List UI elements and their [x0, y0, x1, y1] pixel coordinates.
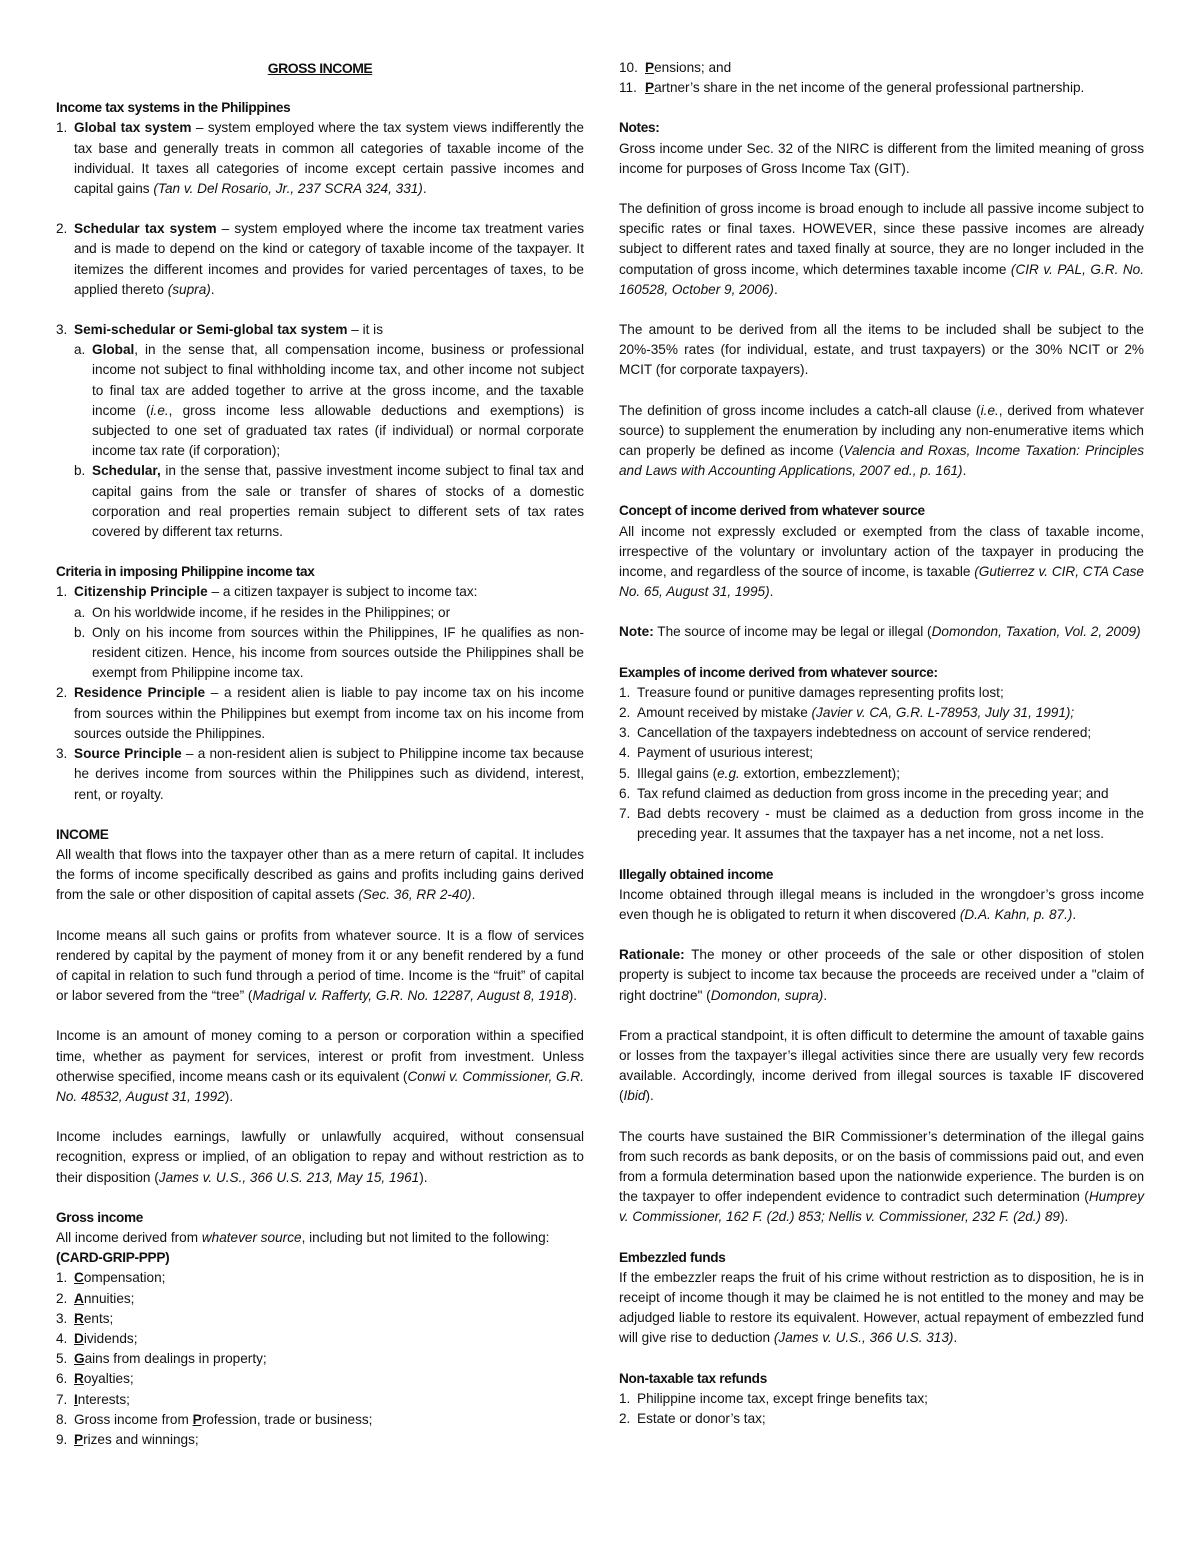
list-item: 3. Rents; [56, 1310, 114, 1326]
list-item: 11. Partner’s share in the net income of the general professional partnership. [619, 80, 1085, 96]
mnemonic: (CARD-GRIP-PPP) [56, 1250, 170, 1266]
concept-heading: Concept of income derived from whatever source [619, 503, 925, 519]
illegal-income-heading: Illegally obtained income [619, 866, 774, 882]
income-heading: INCOME [56, 826, 109, 842]
list-item: b. Schedular, in the sense that, passive investment income subject to final tax and capital gains from the sale or transfer of shares of stocks of a domestic corporation and real properties remain subject to different sets of tax rates covered by different tax returns. [74, 463, 584, 540]
paragraph: Note: The source of income may be legal or illegal (Domondon, Taxation, Vol. 2, 2009) [619, 624, 1141, 640]
list-item: 6. Tax refund claimed as deduction from gross income in the preceding year; and [619, 785, 1109, 801]
paragraph: The definition of gross income includes a catch-all clause (i.e., derived from whatever source) to supplement the enumeration by including any non-enumerative items which can properly be defined as income (Valencia and Roxas, Income Taxation: Principles and Laws with Accounting Applications, 2007 ed., p. 161). [619, 402, 1144, 479]
refunds-heading: Non-taxable tax refunds [619, 1370, 767, 1386]
paragraph: If the embezzler reaps the fruit of his crime without restriction as to disposition, he is in receipt of income though it may be claimed he is not entitled to the money and may be adjudged liable to restore its equivalent. However, actual repayment of embezzled fund will give rise to deduction (James v. U.S., 366 U.S. 313). [619, 1269, 1144, 1346]
list-item: 2. Estate or donor’s tax; [619, 1410, 766, 1426]
page-title: GROSS INCOME [267, 60, 373, 76]
list-item: b. Only on his income from sources within the Philippines, IF he qualifies as non-resident citizen. Hence, his income from sources outside the Philippines shall be exempt from Philippine income tax. [74, 624, 584, 681]
gross-items-list [56, 1268, 584, 1450]
examples-heading: Examples of income derived from whatever source: [619, 664, 938, 680]
gross-income-heading: Gross income [56, 1209, 144, 1225]
left-column [56, 58, 584, 1450]
list-item: 5. Illegal gains (e.g. extortion, embezzlement); [619, 765, 900, 781]
list-item: 1. Philippine income tax, except fringe benefits tax; [619, 1390, 928, 1406]
paragraph: The amount to be derived from all the items to be included shall be subject to the 20%-35% rates (for individual, estate, and trust taxpayers) or the 30% NCIT or 2% MCIT (for corporate taxpayers). [619, 322, 1144, 378]
list-item: 2. Annuities; [56, 1290, 135, 1306]
paragraph: Income obtained through illegal means is included in the wrongdoer’s gross income even though he is obligated to return it when discovered (D.A. Kahn, p. 87.). [619, 886, 1144, 922]
systems-heading: Income tax systems in the Philippines [56, 100, 291, 116]
list-item: 6. Royalties; [56, 1371, 134, 1387]
embezzled-heading: Embezzled funds [619, 1249, 726, 1265]
paragraph: From a practical standpoint, it is often difficult to determine the amount of taxable gains or losses from the taxpayer’s illegal activities since there are usually very few records available. Accordingly, income derived from illegal sources is taxable IF discovered (Ibid). [619, 1027, 1144, 1104]
paragraph: The courts have sustained the BIR Commissioner’s determination of the illegal gains from such records as bank deposits, or on the basis of commissions paid out, and even from a formula determination based upon the nationwide experience. The burden is on the taxpayer to offer independent evidence to contradict such determination (Humprey v. Commissioner, 162 F. (2d.) 853; Nellis v. Commissioner, 232 F. (2d.) 89). [619, 1128, 1144, 1225]
paragraph: All wealth that flows into the taxpayer other than as a mere return of capital. It includes the forms of income specifically described as gains and profits including gains derived from the sale or other disposition of capital assets (Sec. 36, RR 2-40). [56, 846, 584, 903]
list-item: 7. Bad debts recovery - must be claimed as a deduction from gross income in the preceding year. It assumes that the taxpayer has a net income, not a net loss. [619, 806, 1144, 842]
list-item: 4. Payment of usurious interest; [619, 745, 814, 761]
paragraph: All income not expressly excluded or exempted from the class of taxable income, irrespective of the voluntary or involuntary action of the taxpayer in producing the income, and regardless of the source of income, is taxable (Gutierrez v. CIR, CTA Case No. 65, August 31, 1995). [619, 523, 1144, 600]
list-item: a. Global, in the sense that, all compensation income, business or professional income not subject to final withholding income tax, and other income not subject to final tax are added together to arrive at the gross income, and the taxable income (i.e., gross income less allowable deductions and exemptions) is subjected to one set of graduated tax rates (if individual) or normal corporate income tax rate (if corporation); [74, 342, 585, 459]
right-column [619, 58, 1144, 1429]
paragraph: Income means all such gains or profits from whatever source. It is a flow of services rendered by capital by the payment of money from it or any benefit rendered by a fund of capital in relation to such fund through a period of time. Income is the “fruit” of capital or labor severed from the “tree” (Madrigal v. Rafferty, G.R. No. 12287, August 8, 1918). [56, 927, 584, 1004]
list-item: 2. Residence Principle – a resident alien is liable to pay income tax on his income from sources within the Philippines but exempt from income tax on his income from sources outside the Philippines. [56, 685, 585, 741]
list-item: 3. Cancellation of the taxpayers indebtedness on account of service rendered; [619, 725, 1092, 741]
list-item: 1. Global tax system – system employed where the tax system views indifferently the tax base and generally treats in common all categories of taxable income of the individual. It taxes all categories of income except certain passive incomes and capital gains (Tan v. Del Rosario, Jr., 237 SCRA 324, 331). [56, 120, 584, 197]
paragraph: The definition of gross income is broad enough to include all passive income subject to specific rates or final taxes. HOWEVER, since these passive incomes are already subject to different rates and taxed finally at source, they are no longer included in the computation of gross income, which determines taxable income (CIR v. PAL, G.R. No. 160528, October 9, 2006). [619, 201, 1144, 297]
paragraph: Income is an amount of money coming to a person or corporation within a specified time, whether as payment for services, interest or profit from investment. Unless otherwise specified, income means cash or its equivalent (Conwi v. Commissioner, G.R. No. 48532, August 31, 1992). [56, 1028, 584, 1104]
list-item: 7. Interests; [56, 1391, 130, 1407]
notes-heading: Notes: [619, 120, 660, 136]
list-item: 1. Citizenship Principle – a citizen taxpayer is subject to income tax: [56, 584, 478, 600]
list-item: a. On his worldwide income, if he resides in the Philippines; or [74, 604, 451, 620]
list-item: 3. Source Principle – a non-resident alien is subject to Philippine income tax because he derives income from sources within the Philippines such as dividend, interest, rent, or royalty. [56, 746, 584, 802]
paragraph: Income includes earnings, lawfully or unlawfully acquired, without consensual recognition, express or implied, of an obligation to repay and without restriction as to their disposition (James v. U.S., 366 U.S. 213, May 15, 1961). [56, 1129, 584, 1185]
paragraph: Rationale: The money or other proceeds of the sale or other disposition of stolen property is subject to income tax because the proceeds are received under a "claim of right doctrine" (Domondon, supra). [619, 947, 1144, 1003]
list-item: 2. Amount received by mistake (Javier v. CA, G.R. L-78953, July 31, 1991); [619, 705, 1075, 721]
list-item: 9. Prizes and winnings; [56, 1431, 199, 1447]
criteria-heading: Criteria in imposing Philippine income tax [56, 564, 315, 580]
list-item: 1. Treasure found or punitive damages representing profits lost; [619, 684, 1004, 700]
list-item: 2. Schedular tax system – system employed where the income tax treatment varies and is made to depend on the kind or category of taxable income of the taxpayer. It itemizes the different incomes and provides for varied percentages of taxes, to be applied thereto (supra). [56, 221, 584, 297]
paragraph: Gross income under Sec. 32 of the NIRC is different from the limited meaning of gross income for purposes of Gross Income Tax (GIT). [619, 140, 1144, 176]
list-item: 8. Gross income from Profession, trade or business; [56, 1411, 373, 1427]
list-item: 10. Pensions; and [619, 60, 732, 75]
paragraph: All income derived from whatever source, including but not limited to the following: [56, 1229, 550, 1245]
list-item: 1. Compensation; [56, 1270, 166, 1286]
list-item: 5. Gains from dealings in property; [56, 1351, 267, 1367]
list-item: 4. Dividends; [56, 1330, 138, 1346]
list-item: 3. Semi-schedular or Semi-global tax system – it is [56, 322, 383, 338]
